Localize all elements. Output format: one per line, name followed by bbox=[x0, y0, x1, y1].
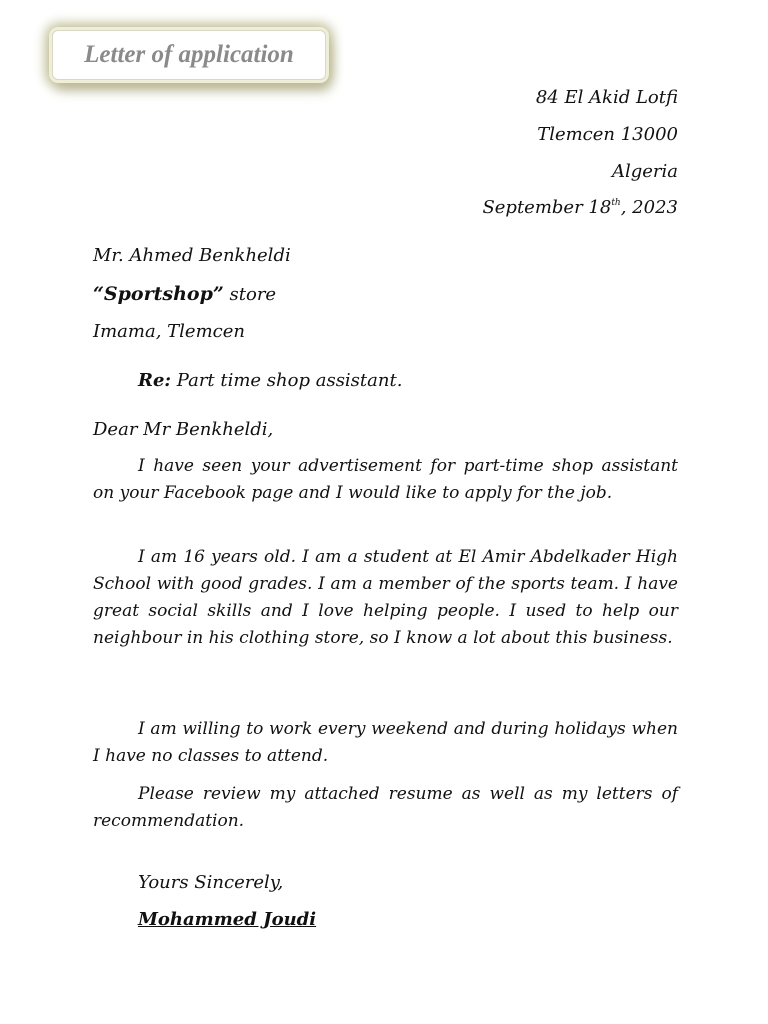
closing: Yours Sincerely, bbox=[138, 872, 284, 893]
salutation: Dear Mr Benkheldi, bbox=[93, 419, 274, 440]
date-month-day: September 18 bbox=[482, 197, 612, 218]
subject-text: Part time shop assistant. bbox=[171, 370, 403, 391]
sender-address-line3: Algeria bbox=[611, 161, 678, 182]
sender-address-line1: 84 El Akid Lotfi bbox=[535, 87, 678, 108]
recipient-location: Imama, Tlemcen bbox=[93, 321, 245, 342]
body-paragraph-2: I am 16 years old. I am a student at El Amir Abdelkader High School with good grades. I am a member of the sports team. I have great social skills and I love helping people. I used to help our neighbour in his clothing store, so I know a lot about this business. bbox=[93, 547, 678, 648]
signature: Mohammed Joudi bbox=[138, 909, 317, 930]
recipient-store bbox=[93, 283, 276, 306]
body-paragraph-1: I have seen your advertisement for part-time shop assistant on your Facebook page and I would like to apply for the job. bbox=[93, 456, 678, 503]
recipient-store-word: store bbox=[223, 284, 277, 305]
date-ordinal-suffix: th bbox=[611, 198, 621, 208]
subject-label: Re: bbox=[138, 370, 172, 391]
recipient-store-name: “Sportshop” bbox=[93, 283, 224, 305]
document-title: Letter of application bbox=[84, 41, 294, 68]
date-year: , 2023 bbox=[620, 197, 678, 218]
sender-address-line2: Tlemcen 13000 bbox=[537, 124, 678, 145]
title-banner bbox=[52, 30, 326, 80]
recipient-name: Mr. Ahmed Benkheldi bbox=[93, 245, 291, 266]
letter-date bbox=[482, 197, 678, 219]
body-paragraph-4: Please review my attached resume as well as my letters of recommendation. bbox=[93, 784, 678, 831]
subject-line bbox=[138, 370, 402, 392]
body-paragraph-3: I am willing to work every weekend and during holidays when I have no classes to attend. bbox=[93, 719, 678, 766]
